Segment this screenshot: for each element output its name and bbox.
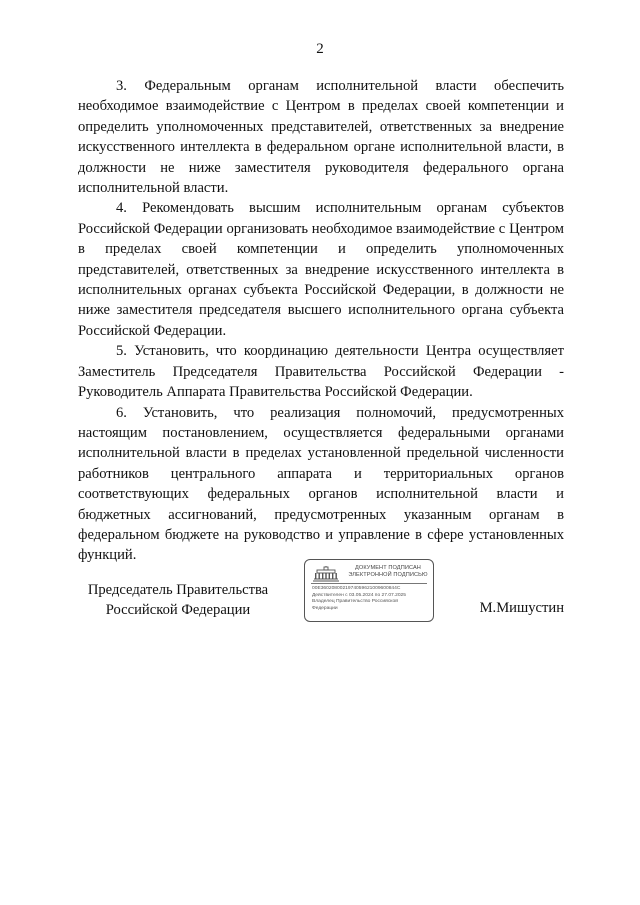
stamp-header-line-2: ЭЛЕКТРОННОЙ ПОДПИСЬЮ	[348, 572, 428, 578]
stamp-owner-line-1: Владелец Правительство Российской	[312, 599, 398, 605]
paragraph-6: 6. Установить, что реализация полномочий, предусмотренных настоящим постановлением, осуществляется федеральными органами исполнительной власти в пределах установленной предельной численности работников центрального аппарата и территориальных органов соответствующих федеральных органов исполнительной власти и бюджетных ассигнований, предусмотренных указанным органам в федеральном бюджете на руководство и управление в сфере установленных функций.	[78, 404, 564, 564]
signer-name: М.Мишустин	[479, 600, 564, 616]
electronic-signature-stamp	[304, 559, 434, 622]
stamp-header-line-1: ДОКУМЕНТ ПОДПИСАН	[355, 565, 421, 571]
stamp-details	[312, 586, 430, 612]
paragraph-3: 3. Федеральным органам исполнительной власти обеспечить необходимое взаимодействие с Центром в пределах своей компетенции и определить уполномоченных представителей, ответственных за внедрение искусственного интеллекта в федеральном органе исполнительной власти, в должности не ниже заместителя руководителя федерального органа исполнительной власти.	[78, 78, 564, 197]
stamp-owner-line-2: Федерации	[312, 605, 338, 611]
document-body	[78, 76, 564, 566]
page-number: 2	[316, 41, 324, 57]
stamp-validity: Действителен с 03.05.2024 по 27.07.2025	[312, 592, 406, 598]
paragraph-4: 4. Рекомендовать высшим исполнительным органам субъектов Российской Федерации организовать необходимое взаимодействие с Центром в пределах своей компетенции и определить уполномоченных представителей, ответственных за внедрение искусственного интеллекта в исполнительных органах субъекта Российской Федерации, в должности не ниже заместителя председателя высшего исполнительного органа субъекта Российской Федерации.	[78, 200, 564, 339]
signer-title-line-1: Председатель Правительства	[87, 582, 269, 598]
stamp-header	[345, 565, 431, 579]
paragraph-5: 5. Установить, что координацию деятельности Центра осуществляет Заместитель Председателя Правительства Российской Федерации - Руководитель Аппарата Правительства Российской Федерации.	[78, 343, 564, 401]
signer-title-line-2: Российской Федерации	[105, 602, 251, 618]
government-building-icon	[312, 566, 340, 582]
stamp-divider	[311, 583, 427, 584]
stamp-certificate: 00E3602080021974059621009600844С	[312, 586, 401, 591]
signer-title	[78, 580, 278, 620]
